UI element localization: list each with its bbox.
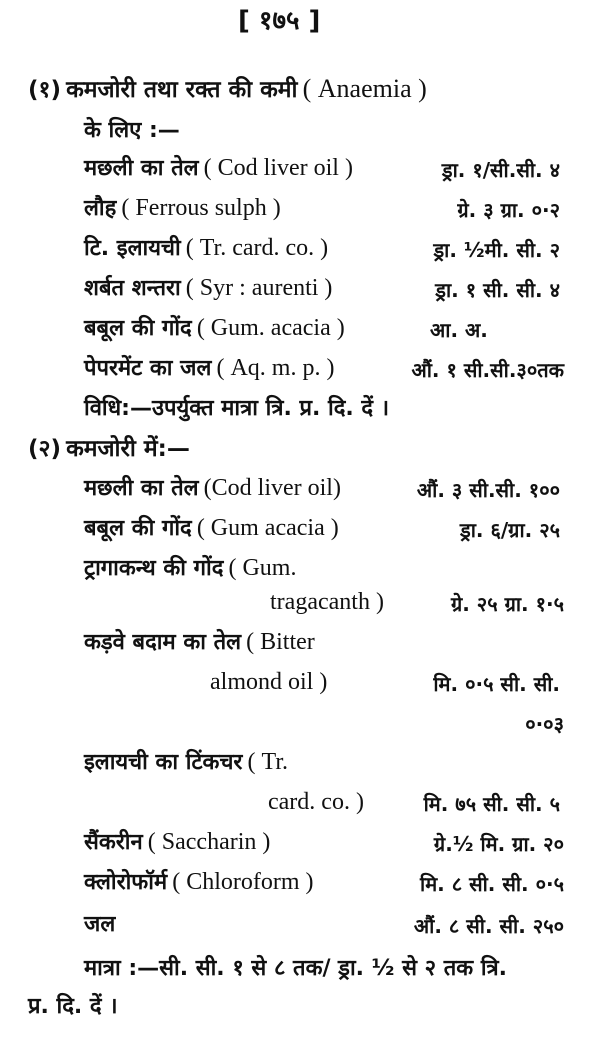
ingredient-english: ( Cod liver oil ) xyxy=(203,155,353,181)
section1-title-hindi: कमजोरी तथा रक्त की कमी xyxy=(66,77,298,103)
ingredient-english: ( Ferrous sulph ) xyxy=(121,195,281,221)
ingredient-hindi: पेपरमेंट का जल xyxy=(84,356,212,381)
ingredient-hindi: बबूल की गोंद xyxy=(84,516,192,541)
ingredient-hindi: मछली का तेल xyxy=(84,476,199,501)
ingredient-hindi: जल xyxy=(84,912,116,937)
ingredient-english-continuation: card. co. ) xyxy=(268,789,364,815)
ingredient-english: ( Gum acacia ) xyxy=(196,515,339,541)
ingredient-hindi: टि. इलायची xyxy=(84,236,181,261)
ingredient-quantity: मि. ०·५ सी. सी. xyxy=(433,672,560,696)
ingredient-row xyxy=(84,830,270,854)
ingredient-english: ( Gum. acacia ) xyxy=(196,315,345,341)
ingredient-quantity: ग्रे. २५ ग्रा. १·५ xyxy=(450,592,564,616)
ingredient-row xyxy=(84,870,314,894)
ingredient-hindi: ट्रागाकन्थ की गोंद xyxy=(84,556,224,581)
section1-title-continuation: के लिए :— xyxy=(84,118,180,143)
section1-title-english: ( Anaemia ) xyxy=(302,74,427,103)
ingredient-quantity-continuation: ०·०३ xyxy=(525,712,564,736)
ingredient-english: ( Tr. xyxy=(247,749,288,775)
section1-number: (१) xyxy=(28,77,61,103)
ingredient-hindi: लौह xyxy=(84,196,117,221)
ingredient-english-continuation: almond oil ) xyxy=(210,669,328,695)
ingredient-quantity: ड्रा. १ सी. सी. ४ xyxy=(435,278,560,302)
ingredient-quantity: ड्रा. ६/ग्रा. २५ xyxy=(460,518,560,542)
ingredient-quantity: मि. ७५ सी. सी. ५ xyxy=(423,792,560,816)
ingredient-hindi: कड़वे बदाम का तेल xyxy=(84,630,242,655)
ingredient-row xyxy=(84,556,296,580)
ingredient-row xyxy=(84,356,334,380)
section2-title-hindi: कमजोरी में:— xyxy=(66,436,190,462)
ingredient-hindi: मछली का तेल xyxy=(84,156,199,181)
ingredient-row xyxy=(84,156,353,180)
section1-method: विधि:—उपर्युक्त मात्रा त्रि. प्र. दि. दें । xyxy=(84,396,390,421)
ingredient-row xyxy=(84,196,281,220)
ingredient-quantity: औं. ३ सी.सी. १०० xyxy=(416,478,560,502)
section1-heading xyxy=(28,76,427,102)
ingredient-quantity: ग्रे. ३ ग्रा. ०·२ xyxy=(457,198,560,222)
ingredient-hindi: बबूल की गोंद xyxy=(84,316,192,341)
ingredient-quantity: ड्रा. ½मी. सी. २ xyxy=(433,238,560,262)
ingredient-english: ( Chloroform ) xyxy=(172,869,314,895)
ingredient-quantity: मि. ८ सी. सी. ०·५ xyxy=(420,872,564,896)
ingredient-row xyxy=(84,316,345,340)
ingredient-english: ( Gum. xyxy=(228,555,297,581)
section2-heading xyxy=(28,438,190,461)
ingredient-quantity: औं. १ सी.सी.३०तक xyxy=(411,358,564,382)
ingredient-quantity: आ. अ. xyxy=(430,318,488,342)
ingredient-english-continuation: tragacanth ) xyxy=(270,589,384,615)
ingredient-hindi: शर्बत शन्तरा xyxy=(84,276,181,301)
ingredient-english: ( Aq. m. p. ) xyxy=(216,355,335,381)
ingredient-quantity: ड्रा. १/सी.सी. ४ xyxy=(441,158,560,182)
ingredient-row xyxy=(84,516,339,540)
ingredient-english: ( Bitter xyxy=(246,629,315,655)
ingredient-row xyxy=(84,750,288,774)
ingredient-row xyxy=(84,912,115,936)
ingredient-row xyxy=(84,236,328,260)
page-number: [ १७५ ] xyxy=(238,6,321,36)
ingredient-english: (Cod liver oil) xyxy=(203,475,341,501)
ingredient-row xyxy=(84,276,332,300)
ingredient-english: ( Saccharin ) xyxy=(147,829,271,855)
section2-dose-continuation: प्र. दि. दें । xyxy=(28,994,118,1019)
ingredient-english: ( Tr. card. co. ) xyxy=(185,235,329,261)
ingredient-row xyxy=(84,476,341,500)
ingredient-hindi: सैंकरीन xyxy=(84,830,143,855)
section2-number: (२) xyxy=(28,436,61,462)
ingredient-quantity: औं. ८ सी. सी. २५० xyxy=(413,914,564,938)
ingredient-english: ( Syr : aurenti ) xyxy=(185,275,333,301)
section2-dose: मात्रा :—सी. सी. १ से ८ तक/ ड्रा. ½ से २ तक त्रि. xyxy=(84,956,508,981)
ingredient-hindi: इलायची का टिंकचर xyxy=(84,750,243,775)
ingredient-quantity: ग्रे.½ मि. ग्रा. २० xyxy=(433,832,564,856)
ingredient-row xyxy=(84,630,315,654)
ingredient-hindi: क्लोरोफॉर्म xyxy=(84,870,168,895)
